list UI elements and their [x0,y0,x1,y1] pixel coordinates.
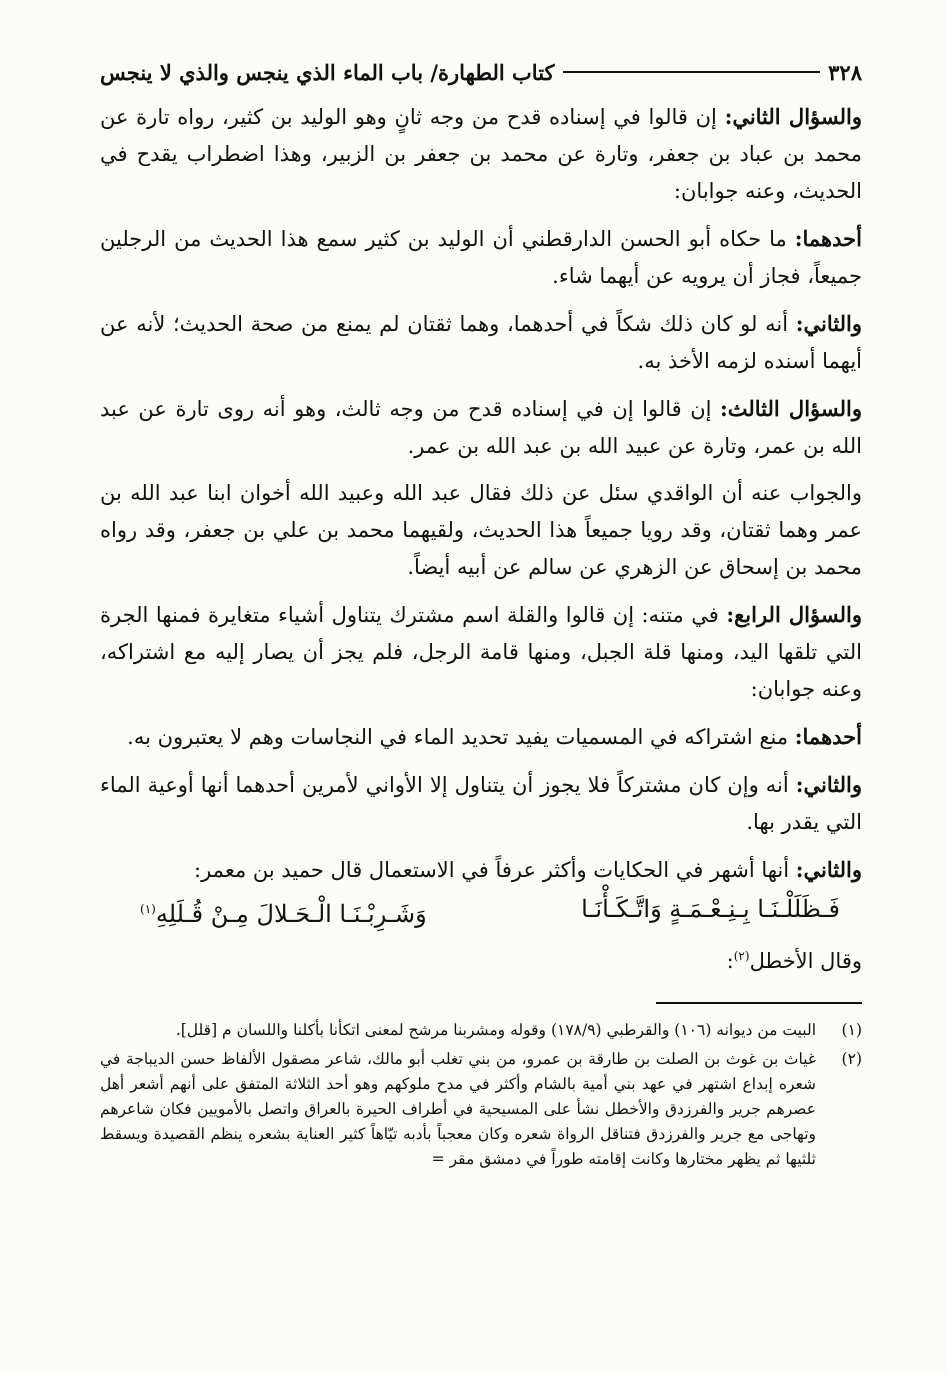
page-number: ٣٢٨ [828,59,862,85]
paragraph-text: في متنه: إن قالوا والقلة اسم مشترك يتناول أشياء متغايرة فمنها الجرة التي تلقها اليد، ومنها قلة الجبل، ومنها قامة الرجل، فلم يجز أن يصار إليه مع اشتراكه، وعنه جوابان: [100,603,862,701]
paragraph-text: أنها أشهر في الحكايات وأكثر عرفاً في الاستعمال قال حميد بن معمر: [194,858,790,882]
paragraph-text: أنه وإن كان مشتركاً فلا يجوز أن يتناول إلا الأواني لأمرين أحدهما أنها أوعية الماء التي يقدر بها. [100,773,862,834]
footnote-text: البيت من ديوانه (١٠٦) والقرطبي (١٧٨/٩) وقوله ومشربنا مرشح لمعنى اتكأنا بأكلنا واللسان م [قلل]. [175,1021,816,1039]
paragraph-label: أحدهما: [794,226,862,251]
paragraph-text: ما حكاه أبو الحسن الدارقطني أن الوليد بن كثير سمع هذا الحديث من الرجلين جميعاً، فجاز أن يرويه عن أيهما شاء. [100,227,862,288]
paragraph-text: منع اشتراكه في المسميات يفيد تحديد الماء في النجاسات وهم لا يعتبرون به. [127,725,789,749]
paragraph-answer-2 [100,305,862,380]
footnote-ref-2[interactable]: (٢) [733,949,750,963]
paragraph-answer-waqidi [100,475,862,586]
paragraph-text: أنه لو كان ذلك شكاً في أحدهما، وهما ثقتان لم يمنع من صحة الحديث؛ لأنه عن أيهما أسنده لزمه الأخذ به. [100,312,862,373]
paragraph-label: والسؤال الرابع: [726,602,862,627]
main-text [100,98,862,980]
footnote-separator [656,1002,862,1004]
footnote-text: غياث بن غوث بن الصلت بن طارقة بن عمرو، من بني تغلب أبو مالك، شاعر مصقول الألفاظ حسن الديباجة في شعره إبداع اشتهر في عهد بني أمية بالشام وأكثر في مدح ملوكهم وهو أحد الثلاثة المتفق على أنهم أشعر أهل عصرهم جرير والفرزدق والأخطل نشأ على المسيحية في أطراف الحيرة بالعراق واتصل بالأمويين فكان شاعرهم وتهاجى مع جرير والفرزدق فتناقل الرواة شعره وكان معجباً بأدبه تيّاهاً كثير العناية بشعره ينظم القصيدة ويسقط ثلثيها ثم يظهر مختارها وكانت إقامته طوراً في دمشق مقر = [100,1050,816,1168]
footnote-1 [100,1018,862,1043]
paragraph-answer-4c [100,851,862,889]
paragraph-question-2 [100,98,862,210]
paragraph-answer-4a [100,718,862,756]
footnote-ref-1[interactable]: (١) [140,902,156,916]
header-rule [563,71,821,73]
paragraph-text: إن قالوا في إسناده قدح من وجه ثانٍ وهو الوليد بن كثير، رواه تارة عن محمد بن عباد بن جعفر، وتارة عن محمد بن جعفر بن الزبير، وهذا اضطراب يقدح في الحديث، وعنه جوابان: [100,105,862,203]
paragraph-question-4 [100,596,862,708]
footnote-2 [100,1047,862,1172]
paragraph-label: أحدهما: [794,724,862,749]
paragraph-answer-1 [100,220,862,295]
poetry-verse [100,889,862,934]
paragraph-label: والسؤال الثاني: [724,104,862,129]
footnote-number: (٢) [841,1050,862,1068]
verse-first-hemistich: فَـظَلَلْـنَـا بِـنِـعْـمَـةٍ وَاتَّـكَـأْنَـا [581,895,840,923]
verse-second-hemistich: وَشَـرِبْـنَـا الْـحَـلالَ مِـنْ قُـلَلِهِ$^{(١)}$ [140,900,427,928]
page-header [100,54,862,90]
paragraph-question-3 [100,390,862,465]
paragraph-answer-4b [100,766,862,841]
footnote-number: (١) [841,1021,862,1039]
paragraph-label: والسؤال الثالث: [720,396,862,421]
paragraph-label: والثاني: [795,857,862,882]
running-title: كتاب الطهارة/ باب الماء الذي ينجس والذي لا ينجس [100,59,555,85]
paragraph-text: والجواب عنه أن الواقدي سئل عن ذلك فقال عبد الله وعبيد الله أخوان ابنا عبد الله بن عمر وهما ثقتان، وقد رويا جميعاً هذا الحديث، ولقيهما محمد بن علي بن جعفر، وقد رواه محمد بن إسحاق عن الزهري عن سالم عن أبيه أيضاً. [100,481,862,579]
paragraph-label: والثاني: [795,772,862,797]
paragraph-text: إن قالوا إن في إسناده قدح من وجه ثالث، وهو أنه روى تارة عن عبد الله بن عمر، وتارة عن عبيد الله بن عبد الله بن عمر. [100,397,862,458]
paragraph-label: والثاني: [795,311,862,336]
footnotes [100,1018,862,1172]
paragraph-akhtal-intro: وقال الأخطل$^{(٢)}$: [726,949,862,973]
